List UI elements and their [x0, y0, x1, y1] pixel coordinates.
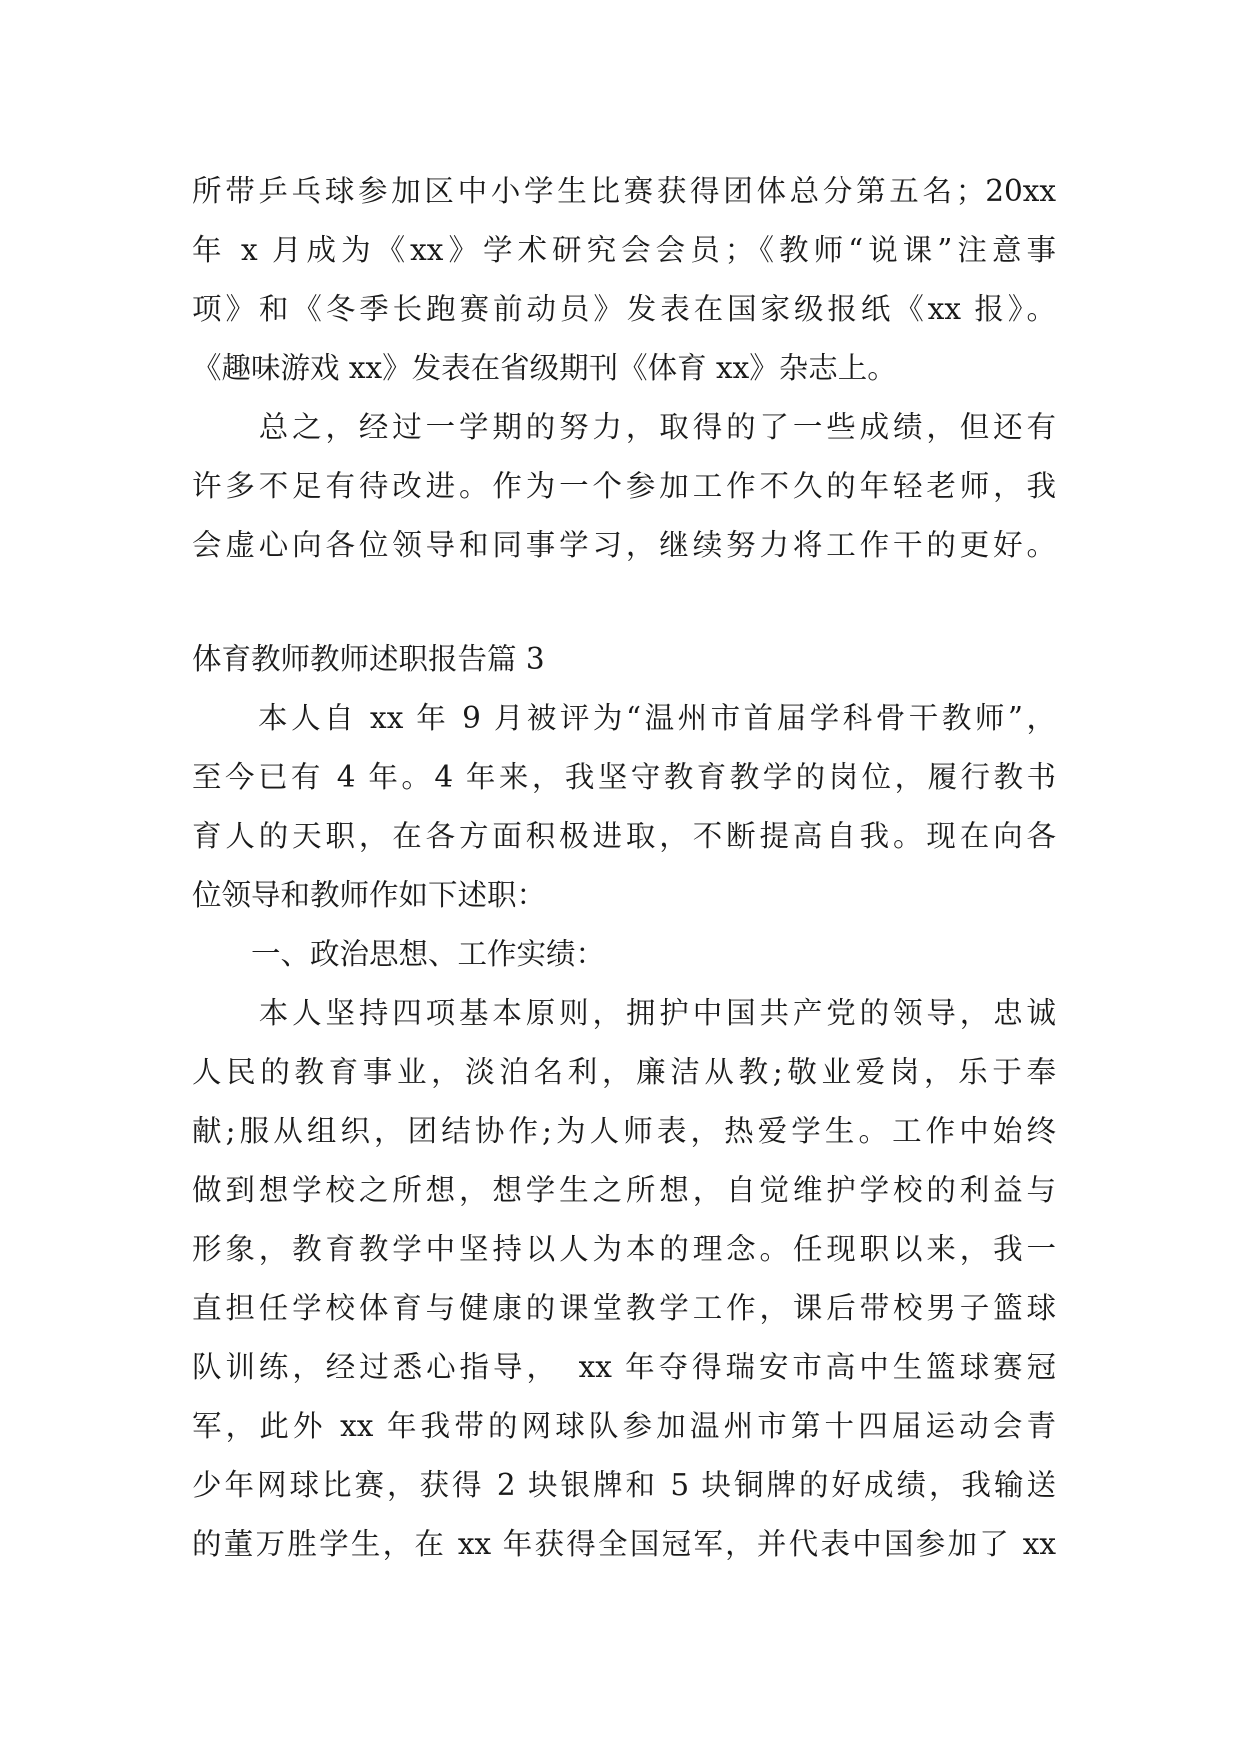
text-line: 会虚心向各位领导和同事学习，继续努力将工作干的更好。 — [192, 528, 1056, 562]
section-gap — [192, 575, 1056, 630]
section-title: 体育教师教师述职报告篇 3 — [192, 642, 545, 676]
text-line: 本人自 xx 年 9 月被评为“温州市首届学科骨干教师”， — [192, 701, 1056, 735]
text-line: 的董万胜学生，在 xx 年获得全国冠军，并代表中国参加了 xx — [192, 1527, 1056, 1561]
paragraph-summary — [192, 398, 1056, 575]
text-line: 育人的天职，在各方面积极进取，不断提高自我。现在向各 — [192, 819, 1056, 853]
document-body — [192, 162, 1056, 1574]
text-line: 少年网球比赛，获得 2 块银牌和 5 块铜牌的好成绩，我输送 — [192, 1468, 1056, 1502]
paragraph-introduction — [192, 689, 1056, 925]
text-line: 年 x 月成为《xx》学术研究会会员；《教师“说课”注意事 — [192, 233, 1056, 267]
paragraph-political-thought — [192, 984, 1056, 1574]
text-line: 形象，教育教学中坚持以人为本的理念。任现职以来，我一 — [192, 1232, 1056, 1266]
text-line: 总之，经过一学期的努力，取得的了一些成绩，但还有 — [192, 410, 1056, 444]
text-line: 直担任学校体育与健康的课堂教学工作，课后带校男子篮球 — [192, 1291, 1056, 1325]
text-line: 许多不足有待改进。作为一个参加工作不久的年轻老师，我 — [192, 469, 1056, 503]
text-line: 项》和《冬季长跑赛前动员》发表在国家级报纸《xx 报》。 — [192, 292, 1056, 326]
text-line: 军，此外 xx 年我带的网球队参加温州市第十四届运动会青 — [192, 1409, 1056, 1443]
text-line: 队训练，经过悉心指导， xx 年夺得瑞安市高中生篮球赛冠 — [192, 1350, 1056, 1384]
text-line: 至今已有 4 年。4 年来，我坚守教育教学的岗位，履行教书 — [192, 760, 1056, 794]
text-line: 人民的教育事业，淡泊名利，廉洁从教;敬业爱岗，乐于奉 — [192, 1055, 1056, 1089]
subheading: 一、政治思想、工作实绩： — [192, 937, 606, 971]
text-line: 做到想学校之所想，想学生之所想，自觉维护学校的利益与 — [192, 1173, 1056, 1207]
text-line: 献;服从组织，团结协作;为人师表，热爱学生。工作中始终 — [192, 1114, 1056, 1148]
text-line: 位领导和教师作如下述职： — [192, 878, 547, 912]
paragraph-achievements — [192, 162, 1056, 398]
text-line: 本人坚持四项基本原则，拥护中国共产党的领导，忠诚 — [192, 996, 1056, 1030]
text-line: 所带乒乓球参加区中小学生比赛获得团体总分第五名；20xx — [192, 174, 1056, 208]
text-line: 《趣味游戏 xx》发表在省级期刊《体育 xx》杂志上。 — [192, 351, 897, 385]
